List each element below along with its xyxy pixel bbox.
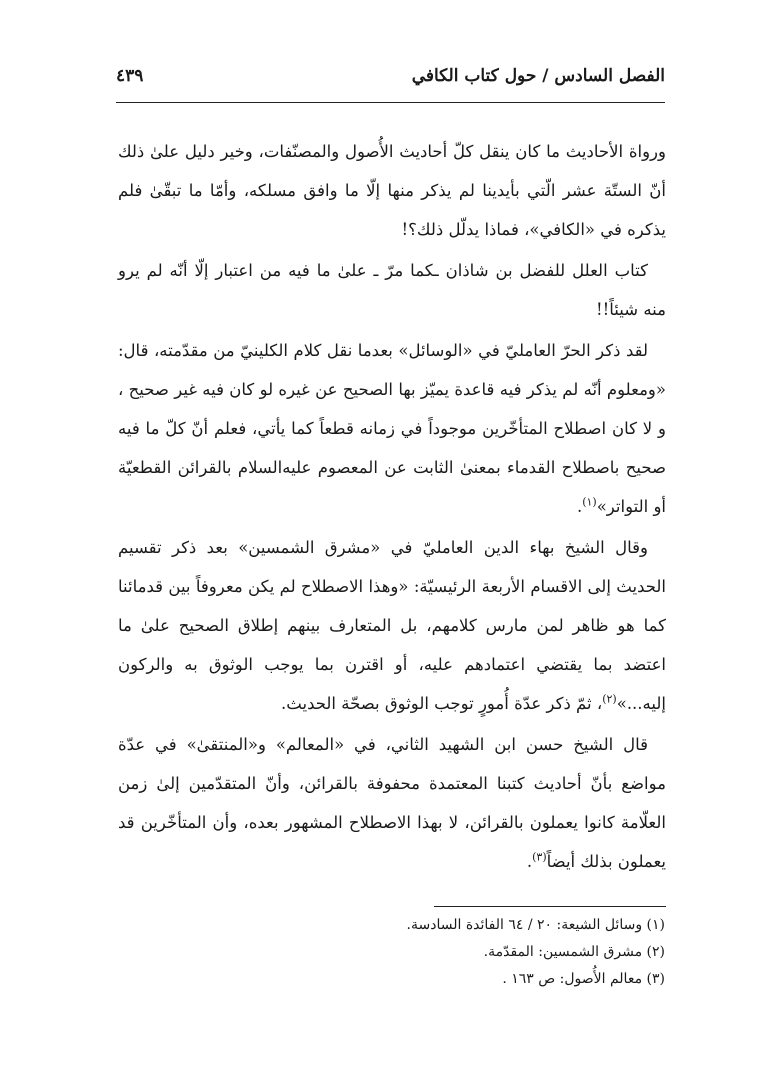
footnote-divider: [434, 906, 666, 907]
page-header: [116, 62, 665, 96]
paragraph: لقد ذكر الحرّ العامليّ في «الوسائل» بعدما نقل كلام الكلينيّ من مقدّمته، قال: «ومعلوم أنّه لم يذكر فيه قاعدة يميّز بها الصحيح عن غيره لو كان فيه غير صحيح ، و لا كان اصطلاح المتأخّرين موجوداً في زمانه قطعاً كما يأتي، فعلم أنّ كلّ ما فيه صحيح باصطلاح القدماء بمعنىٰ الثابت عن المعصوم عليه‌السلام بالقرائن القطعيّة أو التواتر»$^{(١)}$.: [118, 341, 666, 516]
paragraph: وقال الشيخ بهاء الدين العامليّ في «مشرق الشمسين» بعد ذكر تقسيم الحديث إلى الاقسام الأربعة الرئيسيّة: «وهذا الاصطلاح لم يكن معروفاً بين قدمائنا كما هو ظاهر لمن مارس كلامهم، بل المتعارف بينهم إطلاق الصحيح علىٰ ما اعتضد بما يقتضي اعتمادهم عليه، أو اقترن بما يوجب الوثوق به والركون إليه...»$^{(٢)}$، ثمّ ذكر عدّة أُمورٍ توجب الوثوق بصحّة الحديث.: [118, 538, 666, 713]
paragraph: ورواة الأحاديث ما كان ينقل كلّ أحاديث الأُصول والمصنّفات، وخير دليل علىٰ ذلك أنّ الستّة عشر الّتي بأيدينا لم يذكر منها إلّا ما وافق مسلكه، وأمّا ما تبقّىٰ فلم يذكره في «الكافي»، فماذا يدلّل ذلك؟!: [118, 142, 666, 239]
footnotes: [118, 912, 665, 993]
footnote: (١) وسائل الشيعة: ٢٠ / ٦٤ الفائدة السادسة.: [406, 917, 665, 933]
footnote-mark: (١): [582, 495, 597, 509]
footnote-mark: (٣): [532, 850, 547, 864]
header-divider: [116, 102, 665, 103]
paragraph: كتاب العلل للفضل بن شاذان ـكما مرّ ـ علىٰ ما فيه من اعتبار إلّا أنّه لم يرو منه شيئاً!!: [118, 261, 666, 319]
footnote: (٢) مشرق الشمسين: المقدّمة.: [483, 944, 665, 960]
footnote-mark: (٢): [602, 692, 617, 706]
paragraph: قال الشيخ حسن ابن الشهيد الثاني، في «المعالم» و«المنتقىٰ» في عدّة مواضع بأنّ أحاديث كتبنا المعتمدة محفوفة بالقرائن، وأنّ المتقدّمين إلىٰ زمن العلّامة كانوا يعملون بالقرائن، لا بهذا الاصطلاح المشهور بعده، وأن المتأخّرين قد يعملون بذلك أيضاً$^{(٣)}$.: [118, 735, 666, 871]
footnote: (٣) معالم الأُصول: ص ١٦٣ .: [502, 971, 665, 987]
main-text: [118, 132, 666, 883]
page-number: ٤٣٩: [116, 66, 144, 86]
running-title: الفصل السادس / حول كتاب الكافي: [411, 66, 665, 86]
